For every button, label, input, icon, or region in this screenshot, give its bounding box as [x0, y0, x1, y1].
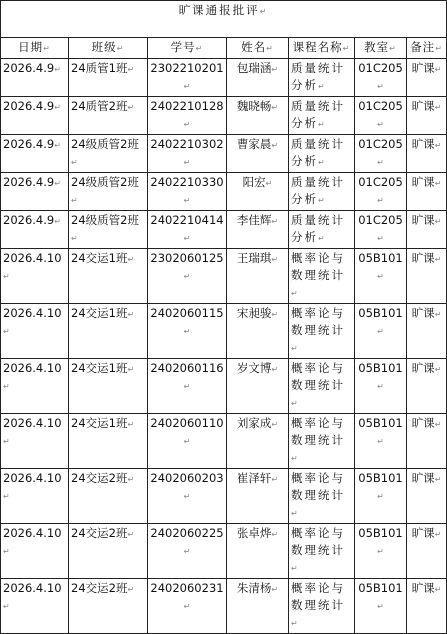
paragraph-mark-icon: ↵: [266, 44, 274, 53]
cell-date-text: 2026.4.10: [3, 361, 62, 375]
paragraph-mark-icon: ↵: [195, 44, 204, 53]
cell-student-id: [148, 97, 227, 135]
table-row: [1, 97, 447, 135]
header-course: [289, 38, 355, 59]
cell-course-text: 概率论与数理统计: [291, 581, 345, 612]
cell-name: [227, 414, 289, 469]
cell-name-text: 朱清杨: [236, 581, 272, 595]
cell-student-id: [148, 579, 227, 634]
title-text: 旷课通报批评: [178, 3, 260, 17]
cell-course: [289, 59, 355, 97]
paragraph-mark-icon: ↵: [3, 382, 10, 391]
cell-student-id-text: 2402060110: [150, 416, 224, 430]
table-row: [1, 414, 447, 469]
cell-name-text: 刘家成: [236, 416, 272, 430]
paragraph-mark-icon: ↵: [3, 547, 10, 556]
header-date-label: 日期: [18, 40, 44, 54]
paragraph-mark-icon: ↵: [434, 585, 442, 594]
cell-date: [1, 359, 69, 414]
cell-class: [69, 249, 148, 304]
table-row: [1, 135, 447, 173]
paragraph-mark-icon: ↵: [377, 547, 384, 556]
cell-date-text: 2026.4.10: [3, 526, 62, 540]
table-row: [1, 524, 447, 579]
cell-note: [407, 359, 447, 414]
paragraph-mark-icon: ↵: [54, 179, 61, 188]
cell-room: [355, 249, 407, 304]
cell-name-text: 包瑞涵: [236, 61, 272, 75]
paragraph-mark-icon: ↵: [183, 82, 191, 91]
cell-class: [69, 469, 148, 524]
cell-name: [227, 524, 289, 579]
cell-student-id: [148, 524, 227, 579]
cell-course: [289, 304, 355, 359]
paragraph-mark-icon: ↵: [271, 585, 279, 594]
cell-name: [227, 469, 289, 524]
paragraph-mark-icon: ↵: [183, 327, 191, 336]
cell-student-id-text: 2402210330: [150, 175, 224, 189]
cell-note-text: 旷课: [411, 306, 435, 320]
cell-course: [289, 524, 355, 579]
cell-student-id: [148, 469, 227, 524]
cell-student-id-text: 2402210128: [150, 99, 224, 113]
cell-room: [355, 97, 407, 135]
cell-room: [355, 414, 407, 469]
paragraph-mark-icon: ↵: [318, 82, 327, 91]
header-class: [69, 38, 148, 59]
paragraph-mark-icon: ↵: [435, 44, 443, 53]
paragraph-mark-icon: ↵: [377, 234, 384, 243]
paragraph-mark-icon: ↵: [43, 44, 51, 53]
paragraph-mark-icon: ↵: [271, 255, 279, 264]
cell-room: [355, 211, 407, 249]
header-note: [407, 38, 447, 59]
paragraph-mark-icon: ↵: [54, 141, 61, 150]
paragraph-mark-icon: ↵: [127, 475, 135, 484]
cell-class-text: 24质管1班: [71, 61, 128, 75]
paragraph-mark-icon: ↵: [377, 437, 384, 446]
paragraph-mark-icon: ↵: [342, 44, 351, 53]
cell-date-text: 2026.4.9: [3, 99, 55, 113]
cell-class: [69, 524, 148, 579]
paragraph-mark-icon: ↵: [318, 234, 327, 243]
header-row: [1, 38, 447, 59]
cell-course: [289, 249, 355, 304]
paragraph-mark-icon: ↵: [183, 437, 191, 446]
paragraph-mark-icon: ↵: [291, 289, 300, 298]
paragraph-mark-icon: ↵: [377, 272, 384, 281]
header-date: [1, 38, 69, 59]
cell-room-text: 05B101: [358, 471, 403, 485]
cell-name: [227, 97, 289, 135]
header-id: [148, 38, 227, 59]
paragraph-mark-icon: ↵: [127, 103, 135, 112]
paragraph-mark-icon: ↵: [377, 158, 384, 167]
cell-date-text: 2026.4.10: [3, 251, 62, 265]
cell-note: [407, 524, 447, 579]
cell-student-id: [148, 359, 227, 414]
cell-date-text: 2026.4.9: [3, 213, 55, 227]
paragraph-mark-icon: ↵: [54, 103, 61, 112]
cell-date: [1, 469, 69, 524]
paragraph-mark-icon: ↵: [3, 327, 10, 336]
table-row: [1, 59, 447, 97]
paragraph-mark-icon: ↵: [434, 217, 442, 226]
cell-course-text: 概率论与数理统计: [291, 251, 345, 282]
cell-student-id: [148, 173, 227, 211]
cell-date: [1, 249, 69, 304]
paragraph-mark-icon: ↵: [377, 327, 384, 336]
cell-class: [69, 579, 148, 634]
document-title: [1, 1, 447, 38]
cell-name: [227, 59, 289, 97]
paragraph-mark-icon: ↵: [377, 602, 384, 611]
table-row: [1, 579, 447, 634]
cell-room: [355, 173, 407, 211]
cell-date-text: 2026.4.10: [3, 471, 62, 485]
cell-student-id: [148, 135, 227, 173]
paragraph-mark-icon: ↵: [183, 547, 191, 556]
paragraph-mark-icon: ↵: [434, 530, 442, 539]
cell-note-text: 旷课: [411, 137, 435, 151]
cell-room-text: 05B101: [358, 251, 403, 265]
paragraph-mark-icon: ↵: [291, 564, 300, 573]
cell-course: [289, 579, 355, 634]
cell-note: [407, 579, 447, 634]
cell-date-text: 2026.4.9: [3, 175, 55, 189]
cell-course-text: 质量统计分析: [291, 99, 345, 130]
cell-note: [407, 97, 447, 135]
cell-note: [407, 135, 447, 173]
cell-student-id-text: 2302060125: [150, 251, 224, 265]
paragraph-mark-icon: ↵: [127, 65, 135, 74]
paragraph-mark-icon: ↵: [127, 420, 135, 429]
cell-course-text: 概率论与数理统计: [291, 471, 345, 502]
paragraph-mark-icon: ↵: [127, 530, 135, 539]
paragraph-mark-icon: ↵: [271, 310, 279, 319]
cell-class: [69, 211, 148, 249]
cell-class: [69, 135, 148, 173]
table-row: [1, 173, 447, 211]
paragraph-mark-icon: ↵: [434, 310, 442, 319]
cell-name-text: 崔泽轩: [236, 471, 272, 485]
cell-note: [407, 304, 447, 359]
header-room: [355, 38, 407, 59]
cell-name-text: 宋昶骏: [236, 306, 272, 320]
cell-course: [289, 97, 355, 135]
paragraph-mark-icon: ↵: [291, 509, 300, 518]
cell-student-id: [148, 249, 227, 304]
paragraph-mark-icon: ↵: [259, 7, 269, 16]
cell-student-id-text: 2302210201: [150, 61, 224, 75]
cell-class: [69, 359, 148, 414]
cell-note-text: 旷课: [411, 61, 435, 75]
paragraph-mark-icon: ↵: [183, 120, 191, 129]
cell-name: [227, 304, 289, 359]
paragraph-mark-icon: ↵: [127, 310, 135, 319]
cell-note-text: 旷课: [411, 526, 435, 540]
paragraph-mark-icon: ↵: [54, 65, 61, 74]
cell-date-text: 2026.4.10: [3, 581, 62, 595]
paragraph-mark-icon: ↵: [377, 120, 384, 129]
header-note-label: 备注: [410, 40, 436, 54]
header-room-label: 教室: [364, 40, 390, 54]
cell-course-text: 质量统计分析: [291, 61, 345, 92]
cell-note: [407, 469, 447, 524]
cell-name: [227, 173, 289, 211]
cell-class: [69, 414, 148, 469]
table-row: [1, 469, 447, 524]
cell-class-text: 24交运1班: [71, 416, 128, 430]
cell-course: [289, 414, 355, 469]
paragraph-mark-icon: ↵: [291, 454, 300, 463]
paragraph-mark-icon: ↵: [271, 420, 279, 429]
cell-room-text: 01C205: [358, 137, 403, 151]
cell-room-text: 05B101: [358, 361, 403, 375]
cell-student-id-text: 2402060115: [150, 306, 224, 320]
paragraph-mark-icon: ↵: [434, 179, 442, 188]
cell-class: [69, 97, 148, 135]
paragraph-mark-icon: ↵: [434, 420, 442, 429]
cell-room: [355, 59, 407, 97]
cell-course: [289, 359, 355, 414]
cell-course-text: 概率论与数理统计: [291, 416, 345, 447]
paragraph-mark-icon: ↵: [318, 120, 327, 129]
cell-course: [289, 211, 355, 249]
cell-room: [355, 579, 407, 634]
paragraph-mark-icon: ↵: [71, 196, 78, 205]
paragraph-mark-icon: ↵: [271, 475, 279, 484]
cell-note: [407, 211, 447, 249]
cell-room: [355, 304, 407, 359]
paragraph-mark-icon: ↵: [291, 344, 300, 353]
cell-date-text: 2026.4.10: [3, 416, 62, 430]
paragraph-mark-icon: ↵: [434, 255, 442, 264]
paragraph-mark-icon: ↵: [183, 382, 191, 391]
paragraph-mark-icon: ↵: [377, 492, 384, 501]
cell-room: [355, 135, 407, 173]
cell-class-text: 24交运2班: [71, 471, 128, 485]
cell-name-text: 李佳辉: [236, 213, 272, 227]
paragraph-mark-icon: ↵: [318, 196, 327, 205]
paragraph-mark-icon: ↵: [271, 103, 279, 112]
cell-room: [355, 469, 407, 524]
cell-date: [1, 211, 69, 249]
cell-date-text: 2026.4.9: [3, 137, 55, 151]
paragraph-mark-icon: ↵: [434, 141, 442, 150]
cell-course: [289, 469, 355, 524]
paragraph-mark-icon: ↵: [271, 65, 279, 74]
cell-class-text: 24交运1班: [71, 361, 128, 375]
cell-student-id: [148, 59, 227, 97]
paragraph-mark-icon: ↵: [434, 103, 442, 112]
cell-class-text: 24交运1班: [71, 306, 128, 320]
paragraph-mark-icon: ↵: [127, 365, 135, 374]
cell-room-text: 01C205: [358, 99, 403, 113]
cell-note: [407, 173, 447, 211]
table-row: [1, 304, 447, 359]
paragraph-mark-icon: ↵: [54, 217, 61, 226]
paragraph-mark-icon: ↵: [3, 437, 10, 446]
header-class-label: 班级: [91, 40, 117, 54]
paragraph-mark-icon: ↵: [183, 602, 191, 611]
header-course-label: 课程名称: [292, 40, 343, 54]
cell-note: [407, 414, 447, 469]
cell-note-text: 旷课: [411, 471, 435, 485]
cell-name-text: 王瑞琪: [236, 251, 272, 265]
cell-course-text: 质量统计分析: [291, 175, 345, 206]
cell-name-text: 张卓烨: [236, 526, 272, 540]
header-name-label: 姓名: [241, 40, 267, 54]
cell-room-text: 05B101: [358, 581, 403, 595]
paragraph-mark-icon: ↵: [291, 399, 300, 408]
paragraph-mark-icon: ↵: [183, 196, 191, 205]
paragraph-mark-icon: ↵: [271, 365, 279, 374]
cell-name-text: 曹家晨: [236, 137, 272, 151]
cell-course-text: 质量统计分析: [291, 137, 345, 168]
cell-date: [1, 414, 69, 469]
paragraph-mark-icon: ↵: [183, 158, 191, 167]
paragraph-mark-icon: ↵: [3, 492, 10, 501]
cell-date: [1, 579, 69, 634]
cell-course-text: 概率论与数理统计: [291, 306, 345, 337]
header-id-label: 学号: [170, 40, 196, 54]
cell-student-id-text: 2402060203: [150, 471, 224, 485]
cell-course: [289, 135, 355, 173]
cell-room-text: 01C205: [358, 61, 403, 75]
paragraph-mark-icon: ↵: [265, 179, 273, 188]
cell-date: [1, 59, 69, 97]
cell-name: [227, 249, 289, 304]
cell-note-text: 旷课: [411, 251, 435, 265]
header-name: [227, 38, 289, 59]
cell-note-text: 旷课: [411, 416, 435, 430]
paragraph-mark-icon: ↵: [3, 602, 10, 611]
cell-class-text: 24质管2班: [71, 99, 128, 113]
paragraph-mark-icon: ↵: [183, 234, 191, 243]
cell-class-text: 24交运2班: [71, 526, 128, 540]
cell-course: [289, 173, 355, 211]
cell-date: [1, 173, 69, 211]
cell-class-text: 24级质管2班: [71, 175, 139, 189]
paragraph-mark-icon: ↵: [434, 475, 442, 484]
cell-student-id: [148, 211, 227, 249]
cell-date: [1, 304, 69, 359]
cell-note-text: 旷课: [411, 175, 435, 189]
cell-student-id-text: 2402210414: [150, 213, 224, 227]
cell-class-text: 24级质管2班: [71, 137, 139, 151]
paragraph-mark-icon: ↵: [116, 44, 125, 53]
cell-name-text: 岁文博: [236, 361, 272, 375]
cell-class-text: 24级质管2班: [71, 213, 139, 227]
cell-course-text: 概率论与数理统计: [291, 526, 345, 557]
cell-date: [1, 524, 69, 579]
paragraph-mark-icon: ↵: [3, 272, 10, 281]
cell-note: [407, 249, 447, 304]
paragraph-mark-icon: ↵: [434, 65, 442, 74]
paragraph-mark-icon: ↵: [318, 158, 327, 167]
table-row: [1, 211, 447, 249]
cell-class: [69, 304, 148, 359]
paragraph-mark-icon: ↵: [377, 82, 384, 91]
paragraph-mark-icon: ↵: [271, 141, 279, 150]
cell-note-text: 旷课: [411, 361, 435, 375]
paragraph-mark-icon: ↵: [291, 619, 300, 628]
cell-date: [1, 97, 69, 135]
cell-name: [227, 359, 289, 414]
cell-name-text: 魏晓畅: [236, 99, 272, 113]
table-row: [1, 249, 447, 304]
cell-student-id-text: 2402060116: [150, 361, 224, 375]
cell-note-text: 旷课: [411, 581, 435, 595]
cell-note-text: 旷课: [411, 213, 435, 227]
cell-student-id: [148, 414, 227, 469]
cell-room-text: 05B101: [358, 526, 403, 540]
paragraph-mark-icon: ↵: [271, 217, 279, 226]
cell-student-id-text: 2402060225: [150, 526, 224, 540]
cell-name: [227, 579, 289, 634]
paragraph-mark-icon: ↵: [71, 158, 78, 167]
cell-course-text: 概率论与数理统计: [291, 361, 345, 392]
cell-name-text: 阳宏: [242, 175, 266, 189]
cell-room: [355, 524, 407, 579]
paragraph-mark-icon: ↵: [183, 492, 191, 501]
cell-room-text: 05B101: [358, 416, 403, 430]
cell-student-id: [148, 304, 227, 359]
cell-note-text: 旷课: [411, 99, 435, 113]
cell-date: [1, 135, 69, 173]
paragraph-mark-icon: ↵: [389, 44, 397, 53]
table-row: [1, 359, 447, 414]
paragraph-mark-icon: ↵: [127, 585, 135, 594]
paragraph-mark-icon: ↵: [127, 255, 135, 264]
cell-room-text: 01C205: [358, 213, 403, 227]
cell-class: [69, 173, 148, 211]
paragraph-mark-icon: ↵: [377, 382, 384, 391]
paragraph-mark-icon: ↵: [434, 365, 442, 374]
paragraph-mark-icon: ↵: [271, 530, 279, 539]
cell-name: [227, 211, 289, 249]
cell-date-text: 2026.4.10: [3, 306, 62, 320]
cell-room: [355, 359, 407, 414]
cell-note: [407, 59, 447, 97]
cell-room-text: 05B101: [358, 306, 403, 320]
cell-room-text: 01C205: [358, 175, 403, 189]
cell-class-text: 24交运1班: [71, 251, 128, 265]
cell-student-id-text: 2402060231: [150, 581, 224, 595]
paragraph-mark-icon: ↵: [71, 234, 78, 243]
paragraph-mark-icon: ↵: [377, 196, 384, 205]
cell-course-text: 质量统计分析: [291, 213, 345, 244]
cell-class-text: 24交运2班: [71, 581, 128, 595]
cell-name: [227, 135, 289, 173]
cell-class: [69, 59, 148, 97]
cell-student-id-text: 2402210302: [150, 137, 224, 151]
cell-date-text: 2026.4.9: [3, 61, 55, 75]
paragraph-mark-icon: ↵: [183, 272, 191, 281]
